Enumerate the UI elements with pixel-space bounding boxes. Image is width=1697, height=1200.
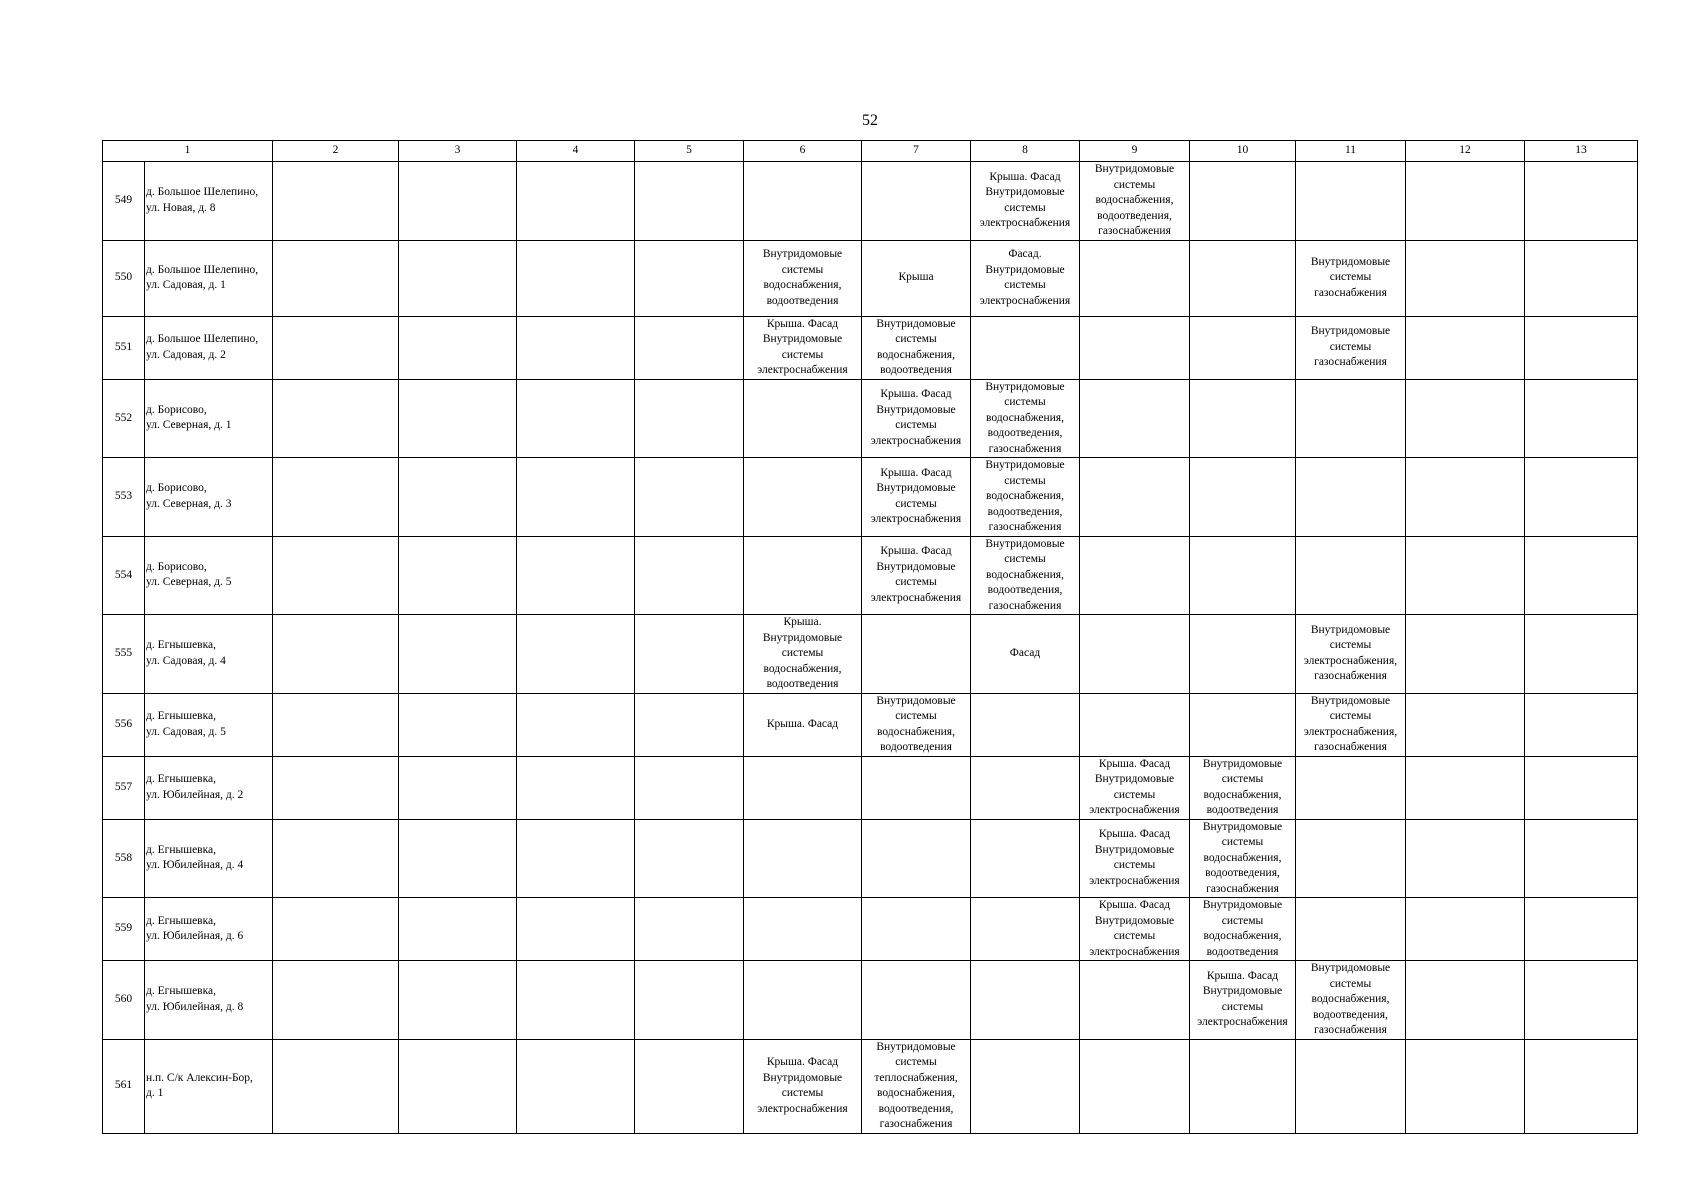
work-cell-col-11: [1296, 379, 1406, 458]
work-cell-col-4: [517, 316, 635, 379]
work-cell-col-11: [1296, 458, 1406, 537]
column-header-9: 9: [1080, 141, 1190, 162]
work-cell-col-3: [399, 536, 517, 615]
work-cell-col-3: [399, 1039, 517, 1133]
work-cell-col-11: [1296, 162, 1406, 241]
work-cell-col-3: [399, 961, 517, 1040]
row-number: 549: [103, 162, 145, 241]
work-cell-col-13: [1525, 458, 1638, 537]
work-cell-col-4: [517, 898, 635, 961]
work-cell-col-10: [1190, 536, 1296, 615]
work-cell-col-2: [273, 819, 399, 898]
work-cell-col-9: [1080, 961, 1190, 1040]
work-cell-col-9: Крыша. Фасад Внутридомовые системы электроснабжения: [1080, 756, 1190, 819]
address-cell: д. Егнышевка, ул. Юбилейная, д. 6: [145, 898, 273, 961]
row-number: 552: [103, 379, 145, 458]
table-row: [103, 615, 1638, 694]
work-cell-col-6: [744, 379, 862, 458]
work-cell-col-4: [517, 162, 635, 241]
work-cell-col-10: [1190, 162, 1296, 241]
page-number: 52: [862, 112, 878, 129]
table-row: [103, 458, 1638, 537]
work-cell-col-10: [1190, 458, 1296, 537]
work-cell-col-13: [1525, 162, 1638, 241]
work-cell-col-7: Крыша. Фасад Внутридомовые системы электроснабжения: [862, 458, 971, 537]
work-cell-col-8: Внутридомовые системы водоснабжения, водоотведения, газоснабжения: [971, 458, 1080, 537]
work-cell-col-2: [273, 693, 399, 756]
work-cell-col-12: [1406, 756, 1525, 819]
column-header-2: 2: [273, 141, 399, 162]
work-cell-col-5: [635, 536, 744, 615]
work-cell-col-2: [273, 961, 399, 1040]
work-cell-col-2: [273, 162, 399, 241]
work-cell-col-9: [1080, 615, 1190, 694]
work-cell-col-11: Внутридомовые системы электроснабжения, газоснабжения: [1296, 693, 1406, 756]
table-body: [103, 141, 1638, 1134]
column-header-8: 8: [971, 141, 1080, 162]
work-cell-col-8: [971, 898, 1080, 961]
work-cell-col-7: Крыша. Фасад Внутридомовые системы электроснабжения: [862, 536, 971, 615]
work-cell-col-2: [273, 1039, 399, 1133]
table-row: [103, 1039, 1638, 1133]
row-number: 559: [103, 898, 145, 961]
work-cell-col-5: [635, 898, 744, 961]
address-cell: д. Борисово, ул. Северная, д. 3: [145, 458, 273, 537]
work-cell-col-8: [971, 693, 1080, 756]
table-row: [103, 819, 1638, 898]
work-cell-col-3: [399, 819, 517, 898]
work-cell-col-5: [635, 756, 744, 819]
work-cell-col-13: [1525, 693, 1638, 756]
work-cell-col-12: [1406, 536, 1525, 615]
work-cell-col-4: [517, 819, 635, 898]
work-cell-col-7: Внутридомовые системы водоснабжения, водоотведения: [862, 693, 971, 756]
work-cell-col-13: [1525, 898, 1638, 961]
row-number: 558: [103, 819, 145, 898]
column-header-3: 3: [399, 141, 517, 162]
work-cell-col-2: [273, 240, 399, 316]
work-cell-col-10: [1190, 379, 1296, 458]
table-row: [103, 240, 1638, 316]
work-cell-col-6: [744, 458, 862, 537]
address-cell: д. Большое Шелепино, ул. Садовая, д. 1: [145, 240, 273, 316]
work-cell-col-8: [971, 1039, 1080, 1133]
work-cell-col-6: Крыша. Фасад Внутридомовые системы электроснабжения: [744, 316, 862, 379]
work-cell-col-5: [635, 316, 744, 379]
work-cell-col-12: [1406, 819, 1525, 898]
address-cell: д. Большое Шелепино, ул. Новая, д. 8: [145, 162, 273, 241]
row-number: 560: [103, 961, 145, 1040]
work-cell-col-13: [1525, 379, 1638, 458]
work-cell-col-2: [273, 536, 399, 615]
work-cell-col-4: [517, 240, 635, 316]
address-cell: д. Большое Шелепино, ул. Садовая, д. 2: [145, 316, 273, 379]
work-cell-col-7: [862, 819, 971, 898]
work-cell-col-12: [1406, 961, 1525, 1040]
work-cell-col-12: [1406, 316, 1525, 379]
work-cell-col-7: [862, 756, 971, 819]
work-cell-col-13: [1525, 756, 1638, 819]
work-cell-col-6: [744, 756, 862, 819]
work-cell-col-2: [273, 379, 399, 458]
work-cell-col-2: [273, 615, 399, 694]
work-cell-col-6: Крыша. Фасад: [744, 693, 862, 756]
work-cell-col-12: [1406, 162, 1525, 241]
work-cell-col-3: [399, 458, 517, 537]
work-cell-col-10: [1190, 240, 1296, 316]
work-cell-col-9: [1080, 240, 1190, 316]
row-number: 555: [103, 615, 145, 694]
work-cell-col-2: [273, 756, 399, 819]
table-row: [103, 961, 1638, 1040]
work-cell-col-4: [517, 458, 635, 537]
work-cell-col-3: [399, 898, 517, 961]
work-cell-col-7: Крыша. Фасад Внутридомовые системы электроснабжения: [862, 379, 971, 458]
work-cell-col-7: [862, 898, 971, 961]
work-cell-col-6: [744, 961, 862, 1040]
work-cell-col-9: Внутридомовые системы водоснабжения, водоотведения, газоснабжения: [1080, 162, 1190, 241]
column-header-7: 7: [862, 141, 971, 162]
work-cell-col-8: Внутридомовые системы водоснабжения, водоотведения, газоснабжения: [971, 536, 1080, 615]
column-header-row: [103, 141, 1638, 162]
table-row: [103, 756, 1638, 819]
work-cell-col-9: [1080, 1039, 1190, 1133]
row-number: 557: [103, 756, 145, 819]
address-cell: д. Егнышевка, ул. Юбилейная, д. 8: [145, 961, 273, 1040]
work-cell-col-13: [1525, 615, 1638, 694]
address-cell: д. Борисово, ул. Северная, д. 1: [145, 379, 273, 458]
work-cell-col-6: [744, 898, 862, 961]
work-cell-col-3: [399, 162, 517, 241]
work-cell-col-8: Внутридомовые системы водоснабжения, водоотведения, газоснабжения: [971, 379, 1080, 458]
work-cell-col-4: [517, 536, 635, 615]
work-cell-col-11: [1296, 756, 1406, 819]
work-cell-col-12: [1406, 898, 1525, 961]
work-cell-col-9: [1080, 316, 1190, 379]
work-cell-col-2: [273, 316, 399, 379]
work-cell-col-5: [635, 240, 744, 316]
work-cell-col-6: [744, 536, 862, 615]
work-cell-col-10: Крыша. Фасад Внутридомовые системы электроснабжения: [1190, 961, 1296, 1040]
work-cell-col-10: [1190, 1039, 1296, 1133]
work-cell-col-4: [517, 756, 635, 819]
work-cell-col-8: [971, 316, 1080, 379]
work-cell-col-5: [635, 961, 744, 1040]
work-cell-col-9: [1080, 379, 1190, 458]
work-cell-col-7: Внутридомовые системы теплоснабжения, водоснабжения, водоотведения, газоснабжения: [862, 1039, 971, 1133]
work-cell-col-5: [635, 458, 744, 537]
address-cell: д. Егнышевка, ул. Садовая, д. 5: [145, 693, 273, 756]
work-cell-col-10: Внутридомовые системы водоснабжения, водоотведения: [1190, 756, 1296, 819]
address-cell: д. Егнышевка, ул. Юбилейная, д. 4: [145, 819, 273, 898]
work-cell-col-6: [744, 162, 862, 241]
work-cell-col-4: [517, 379, 635, 458]
work-cell-col-13: [1525, 536, 1638, 615]
work-cell-col-9: Крыша. Фасад Внутридомовые системы электроснабжения: [1080, 898, 1190, 961]
table-row: [103, 162, 1638, 241]
column-header-5: 5: [635, 141, 744, 162]
address-cell: н.п. С/к Алексин-Бор, д. 1: [145, 1039, 273, 1133]
work-cell-col-3: [399, 316, 517, 379]
work-cell-col-9: [1080, 458, 1190, 537]
work-cell-col-4: [517, 615, 635, 694]
row-number: 561: [103, 1039, 145, 1133]
work-cell-col-7: [862, 961, 971, 1040]
address-cell: д. Егнышевка, ул. Юбилейная, д. 2: [145, 756, 273, 819]
work-cell-col-12: [1406, 458, 1525, 537]
work-cell-col-2: [273, 898, 399, 961]
work-cell-col-7: Внутридомовые системы водоснабжения, водоотведения: [862, 316, 971, 379]
work-cell-col-7: Крыша: [862, 240, 971, 316]
work-cell-col-9: [1080, 536, 1190, 615]
work-cell-col-3: [399, 756, 517, 819]
work-cell-col-12: [1406, 1039, 1525, 1133]
work-cell-col-5: [635, 819, 744, 898]
table-row: [103, 316, 1638, 379]
row-number: 550: [103, 240, 145, 316]
work-cell-col-10: [1190, 693, 1296, 756]
work-cell-col-11: Внутридомовые системы газоснабжения: [1296, 240, 1406, 316]
work-cell-col-11: [1296, 1039, 1406, 1133]
work-cell-col-13: [1525, 1039, 1638, 1133]
work-cell-col-8: Фасад: [971, 615, 1080, 694]
work-cell-col-11: [1296, 819, 1406, 898]
column-header-10: 10: [1190, 141, 1296, 162]
work-cell-col-7: [862, 162, 971, 241]
work-cell-col-6: [744, 819, 862, 898]
work-cell-col-5: [635, 693, 744, 756]
work-cell-col-4: [517, 961, 635, 1040]
work-cell-col-7: [862, 615, 971, 694]
address-cell: д. Егнышевка, ул. Садовая, д. 4: [145, 615, 273, 694]
work-cell-col-5: [635, 162, 744, 241]
work-cell-col-5: [635, 615, 744, 694]
work-cell-col-10: Внутридомовые системы водоснабжения, водоотведения, газоснабжения: [1190, 819, 1296, 898]
work-cell-col-10: [1190, 316, 1296, 379]
work-cell-col-12: [1406, 240, 1525, 316]
work-cell-col-8: Крыша. Фасад Внутридомовые системы электроснабжения: [971, 162, 1080, 241]
work-cell-col-6: Крыша. Фасад Внутридомовые системы электроснабжения: [744, 1039, 862, 1133]
work-cell-col-13: [1525, 819, 1638, 898]
work-cell-col-13: [1525, 316, 1638, 379]
table-row: [103, 536, 1638, 615]
work-cell-col-3: [399, 615, 517, 694]
work-cell-col-11: Внутридомовые системы электроснабжения, газоснабжения: [1296, 615, 1406, 694]
work-cell-col-6: Крыша. Внутридомовые системы водоснабжения, водоотведения: [744, 615, 862, 694]
work-cell-col-10: [1190, 615, 1296, 694]
row-number: 554: [103, 536, 145, 615]
row-number: 553: [103, 458, 145, 537]
work-cell-col-11: Внутридомовые системы водоснабжения, водоотведения, газоснабжения: [1296, 961, 1406, 1040]
column-header-12: 12: [1406, 141, 1525, 162]
column-header-6: 6: [744, 141, 862, 162]
table-row: [103, 693, 1638, 756]
work-cell-col-4: [517, 1039, 635, 1133]
row-number: 556: [103, 693, 145, 756]
work-cell-col-5: [635, 379, 744, 458]
work-cell-col-6: Внутридомовые системы водоснабжения, водоотведения: [744, 240, 862, 316]
work-cell-col-3: [399, 693, 517, 756]
work-cell-col-11: [1296, 898, 1406, 961]
work-cell-col-13: [1525, 240, 1638, 316]
work-cell-col-5: [635, 1039, 744, 1133]
table-row: [103, 898, 1638, 961]
work-cell-col-10: Внутридомовые системы водоснабжения, водоотведения: [1190, 898, 1296, 961]
work-cell-col-9: Крыша. Фасад Внутридомовые системы электроснабжения: [1080, 819, 1190, 898]
work-cell-col-13: [1525, 961, 1638, 1040]
work-cell-col-11: [1296, 536, 1406, 615]
column-header-13: 13: [1525, 141, 1638, 162]
work-cell-col-12: [1406, 615, 1525, 694]
work-cell-col-8: Фасад. Внутридомовые системы электроснабжения: [971, 240, 1080, 316]
work-cell-col-9: [1080, 693, 1190, 756]
work-cell-col-4: [517, 693, 635, 756]
work-cell-col-12: [1406, 379, 1525, 458]
work-cell-col-3: [399, 240, 517, 316]
work-cell-col-3: [399, 379, 517, 458]
repair-schedule-table: [102, 140, 1638, 1134]
work-cell-col-12: [1406, 693, 1525, 756]
column-header-1: 1: [103, 141, 273, 162]
work-cell-col-2: [273, 458, 399, 537]
column-header-11: 11: [1296, 141, 1406, 162]
column-header-4: 4: [517, 141, 635, 162]
work-cell-col-8: [971, 961, 1080, 1040]
work-cell-col-8: [971, 819, 1080, 898]
work-cell-col-11: Внутридомовые системы газоснабжения: [1296, 316, 1406, 379]
work-cell-col-8: [971, 756, 1080, 819]
table-row: [103, 379, 1638, 458]
row-number: 551: [103, 316, 145, 379]
address-cell: д. Борисово, ул. Северная, д. 5: [145, 536, 273, 615]
